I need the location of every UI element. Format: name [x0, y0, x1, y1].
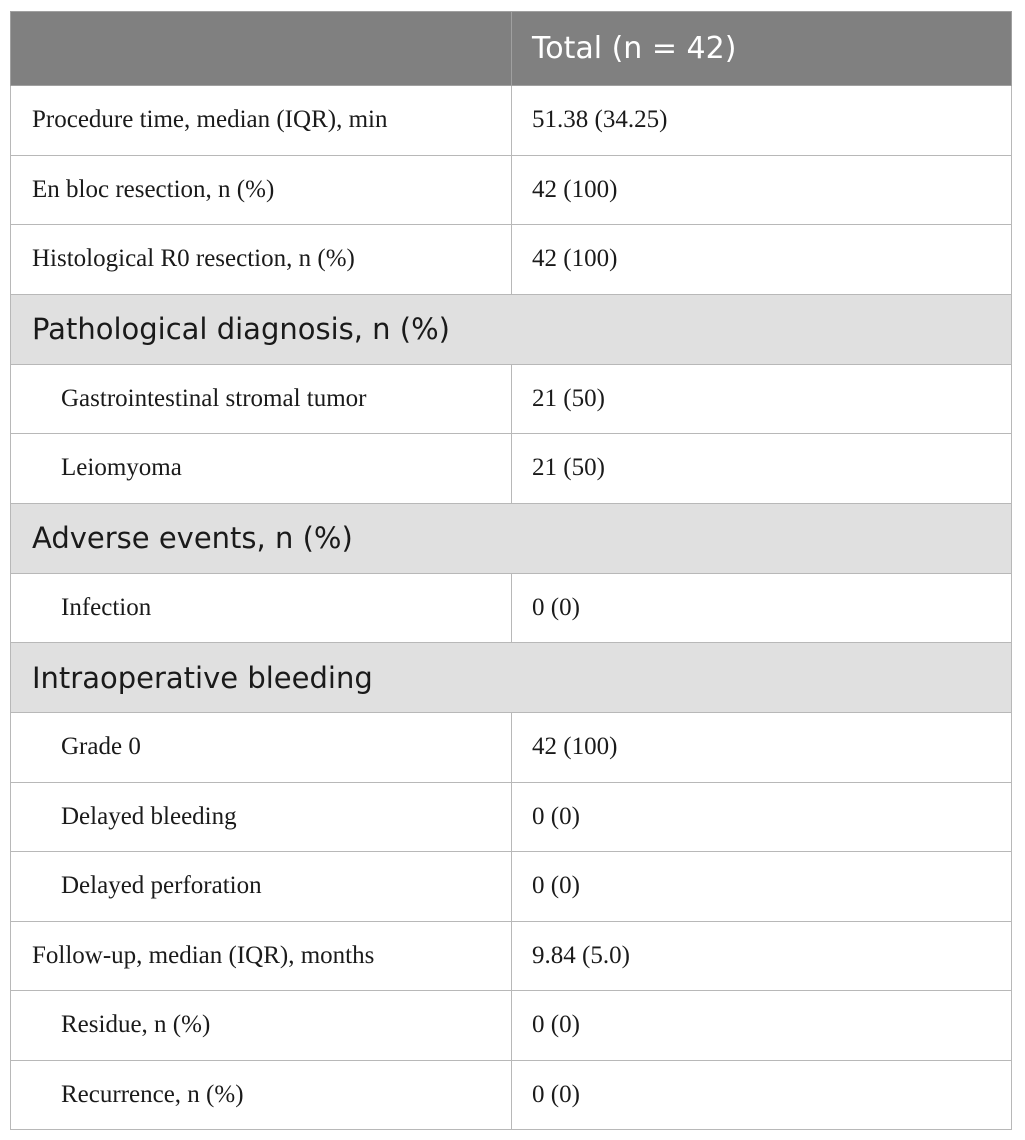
row-label: Histological R0 resection, n (%) [11, 225, 512, 295]
row-label: Procedure time, median (IQR), min [11, 86, 512, 156]
table-row [11, 713, 1012, 783]
row-value: 0 (0) [512, 573, 1012, 643]
table-row [11, 225, 1012, 295]
row-value: 21 (50) [512, 434, 1012, 504]
row-label: Delayed bleeding [11, 782, 512, 852]
row-label: Leiomyoma [11, 434, 512, 504]
row-label: Recurrence, n (%) [11, 1060, 512, 1130]
table-row [11, 852, 1012, 922]
row-value: 0 (0) [512, 782, 1012, 852]
row-value: 42 (100) [512, 155, 1012, 225]
table-row [11, 573, 1012, 643]
row-value: 42 (100) [512, 713, 1012, 783]
section-header-label: Intraoperative bleeding [11, 643, 1012, 713]
section-header-row [11, 503, 1012, 573]
row-value: 0 (0) [512, 991, 1012, 1061]
table-row [11, 1060, 1012, 1130]
results-table [10, 11, 1012, 1130]
section-header-row [11, 294, 1012, 364]
section-header-label: Adverse events, n (%) [11, 503, 1012, 573]
section-header-label: Pathological diagnosis, n (%) [11, 294, 1012, 364]
header-blank-cell [11, 12, 512, 86]
row-value: 42 (100) [512, 225, 1012, 295]
table-row [11, 782, 1012, 852]
row-label: Follow-up, median (IQR), months [11, 921, 512, 991]
row-value: 0 (0) [512, 852, 1012, 922]
row-label: Grade 0 [11, 713, 512, 783]
table-row [11, 921, 1012, 991]
table-body [11, 86, 1012, 1130]
row-value: 9.84 (5.0) [512, 921, 1012, 991]
row-label: Delayed perforation [11, 852, 512, 922]
section-header-row [11, 643, 1012, 713]
row-label: En bloc resection, n (%) [11, 155, 512, 225]
table-header-row [11, 12, 1012, 86]
table-row [11, 364, 1012, 434]
row-label: Residue, n (%) [11, 991, 512, 1061]
table-row [11, 991, 1012, 1061]
row-value: 51.38 (34.25) [512, 86, 1012, 156]
row-label: Infection [11, 573, 512, 643]
table-row [11, 434, 1012, 504]
header-total-cell: Total (n = 42) [512, 12, 1012, 86]
row-value: 21 (50) [512, 364, 1012, 434]
table-row [11, 86, 1012, 156]
table-row [11, 155, 1012, 225]
row-label: Gastrointestinal stromal tumor [11, 364, 512, 434]
row-value: 0 (0) [512, 1060, 1012, 1130]
